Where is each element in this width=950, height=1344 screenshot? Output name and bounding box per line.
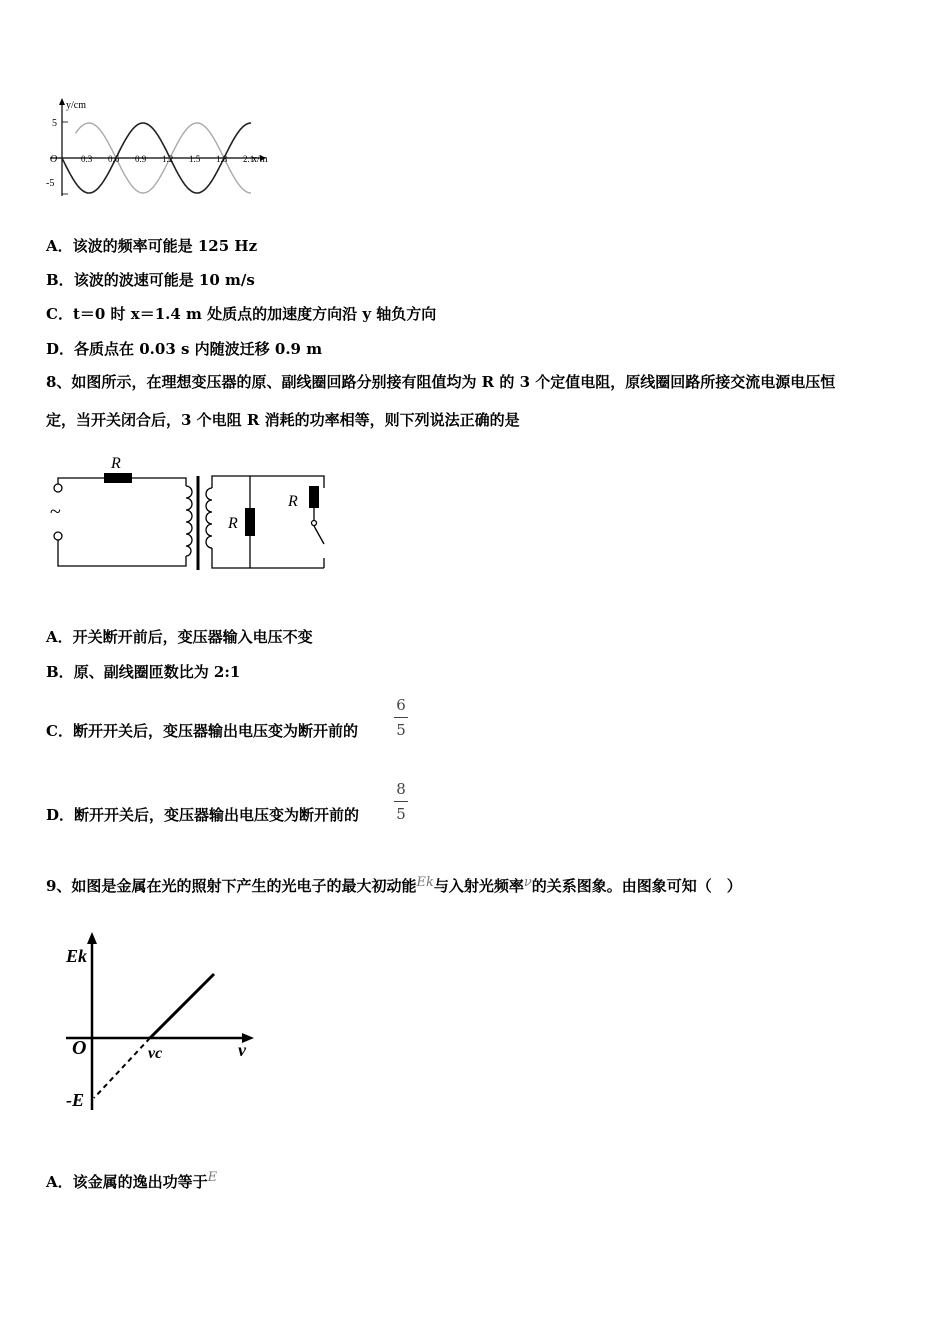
ek-line-solid bbox=[150, 974, 214, 1038]
q9-stem-part: 的关系图象。由图象可知（ ） bbox=[531, 877, 742, 895]
option-label: D． bbox=[46, 806, 75, 824]
option-label: D． bbox=[46, 340, 75, 358]
wave-x-tick-label: 1.8 bbox=[216, 154, 228, 164]
option-label: B． bbox=[46, 271, 74, 289]
q9-stem-part: 与入射光频率 bbox=[433, 877, 524, 895]
nu-symbol: ν bbox=[523, 875, 532, 890]
wave-x-label: x/m bbox=[252, 154, 268, 165]
wave-y-label: y/cm bbox=[66, 100, 86, 111]
option-text: 该波的频率可能是 125 Hz bbox=[72, 237, 258, 255]
q9-stem bbox=[46, 876, 742, 898]
ek-line-dashed bbox=[94, 1038, 150, 1098]
q8-stem-line1: 8、如图所示，在理想变压器的原、副线圈回路分别接有阻值均为 R 的 3 个定值电阻，原线圈回路所接交流电源电压恒 bbox=[46, 373, 836, 391]
option-text: 开关断开前后，变压器输入电压不变 bbox=[72, 628, 313, 646]
q8-option-a bbox=[46, 627, 313, 647]
option-label: C． bbox=[46, 305, 73, 323]
e-symbol: E bbox=[207, 1170, 218, 1185]
graph-intercept-x: νc bbox=[148, 1045, 163, 1062]
option-label: A． bbox=[46, 237, 73, 255]
wave-x-ticks bbox=[81, 154, 254, 164]
wave-y-tick: 5 bbox=[52, 118, 57, 129]
transformer-circuit bbox=[46, 448, 346, 578]
q9-stem-part: 9、如图是金属在光的照射下产生的光电子的最大初动能 bbox=[46, 877, 417, 895]
graph-y-label: Ek bbox=[66, 946, 88, 966]
option-label: C． bbox=[46, 722, 73, 740]
resistor-label: R bbox=[288, 493, 298, 510]
resistor-secondary-right bbox=[309, 486, 319, 508]
resistor-label: R bbox=[228, 515, 238, 532]
q9-option-a bbox=[46, 1172, 217, 1194]
wave-origin: O bbox=[50, 154, 58, 165]
fraction-6-5 bbox=[394, 696, 408, 739]
option-text: 各质点在 0.03 s 内随波迁移 0.9 m bbox=[74, 340, 323, 358]
q7-option-c bbox=[46, 304, 436, 324]
fraction-denominator: 5 bbox=[396, 805, 406, 823]
wave-x-tick-label: 0.6 bbox=[108, 154, 120, 164]
option-label: B． bbox=[46, 663, 74, 681]
photoelectric-graph bbox=[60, 930, 260, 1115]
q7-option-b bbox=[46, 270, 255, 290]
wave-y-tick: -5 bbox=[46, 178, 55, 189]
wave-graph bbox=[38, 96, 278, 200]
ek-symbol: Ek bbox=[416, 875, 434, 890]
q8-option-c bbox=[46, 721, 358, 741]
wave-x-tick-label: 1.5 bbox=[189, 154, 201, 164]
wave-x-tick-label: 1.2 bbox=[162, 154, 174, 164]
fraction-numerator: 8 bbox=[396, 780, 406, 798]
wave-x-tick-label: 2.1 bbox=[243, 154, 255, 164]
q7-option-a bbox=[46, 236, 257, 256]
ac-source-symbol: ~ bbox=[50, 501, 61, 523]
graph-x-label: ν bbox=[238, 1040, 246, 1060]
option-text: 该波的波速可能是 10 m/s bbox=[73, 271, 255, 289]
q8-option-d bbox=[46, 805, 359, 825]
q8-option-b bbox=[46, 662, 240, 682]
option-label: A． bbox=[46, 1173, 73, 1191]
option-text: 断开开关后，变压器输出电压变为断开前的 bbox=[74, 806, 360, 824]
q7-option-d bbox=[46, 339, 322, 359]
q8-stem-line2: 定，当开关闭合后，3 个电阻 R 消耗的功率相等，则下列说法正确的是 bbox=[46, 411, 520, 429]
graph-origin: O bbox=[72, 1037, 87, 1059]
option-text: 原、副线圈匝数比为 2:1 bbox=[73, 663, 241, 681]
resistor-primary bbox=[104, 473, 132, 483]
option-text: t＝0 时 x＝1.4 m 处质点的加速度方向沿 y 轴负方向 bbox=[72, 305, 437, 323]
option-text: 该金属的逸出功等于 bbox=[72, 1173, 208, 1191]
resistor-secondary-middle bbox=[245, 508, 255, 536]
graph-intercept-y: -E bbox=[66, 1090, 84, 1110]
fraction-denominator: 5 bbox=[396, 721, 406, 739]
fraction-8-5 bbox=[394, 780, 408, 823]
resistor-label: R bbox=[111, 455, 121, 472]
option-label: A． bbox=[46, 628, 73, 646]
wave-x-tick-label: 0.3 bbox=[81, 154, 93, 164]
option-text: 断开开关后，变压器输出电压变为断开前的 bbox=[72, 722, 358, 740]
wave-x-tick-label: 0.9 bbox=[135, 154, 147, 164]
fraction-numerator: 6 bbox=[396, 696, 406, 714]
